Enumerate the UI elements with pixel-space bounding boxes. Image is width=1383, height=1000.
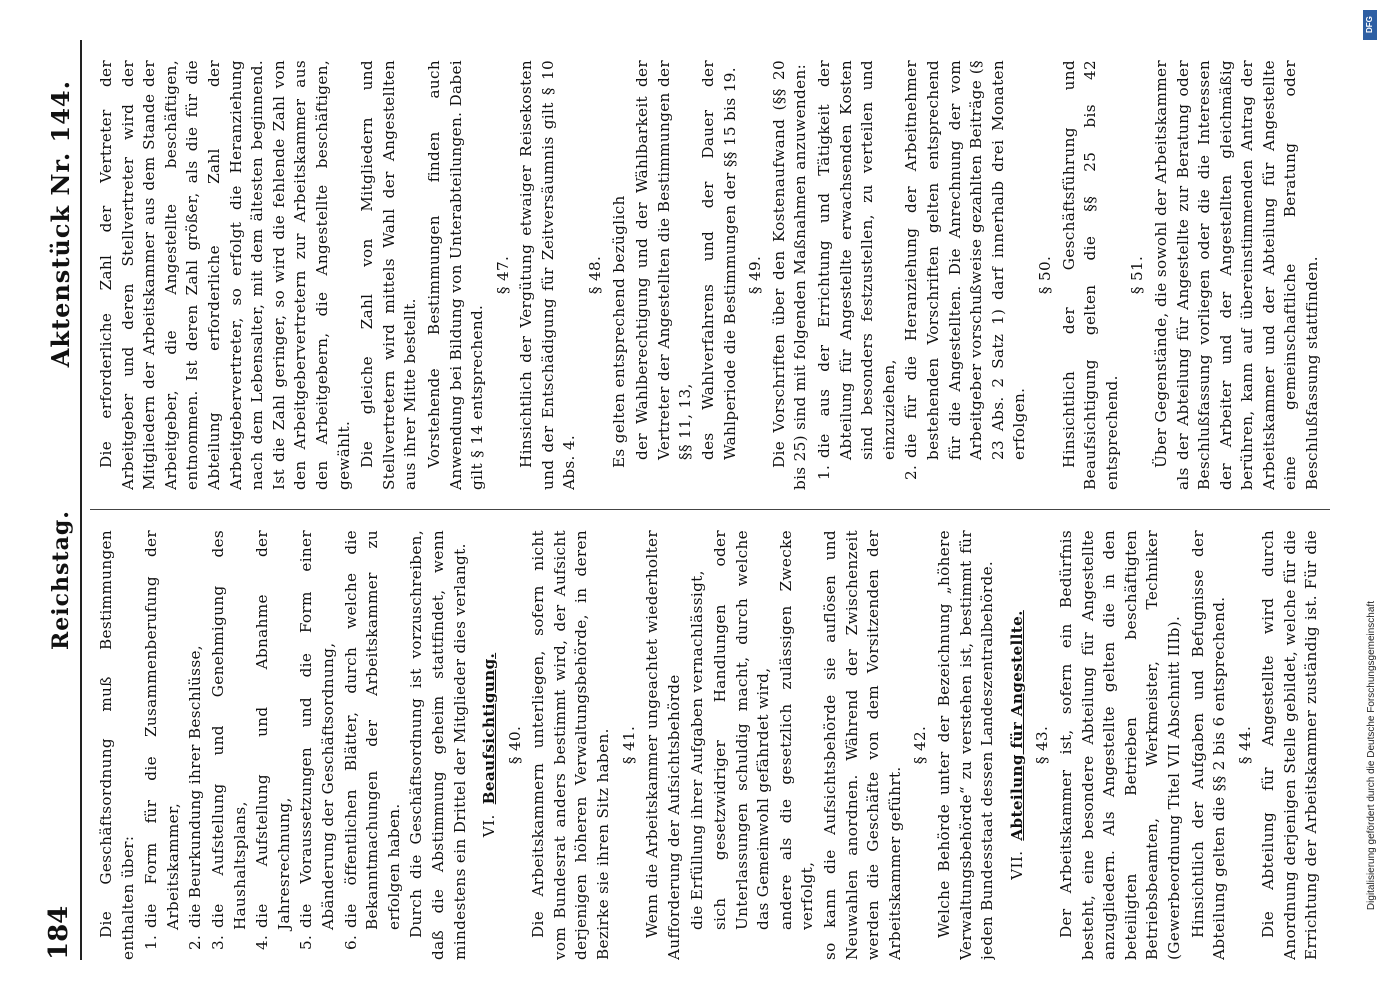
- left-column: [96, 530, 1326, 960]
- list-item: 3.die Aufstellung und Genehmigung des Haushaltsplans,: [208, 530, 249, 950]
- section-number: § 47.: [493, 255, 512, 295]
- list-item: 5.die Voraussetzungen und die Form einer Abänderung der Geschäftsordnung,: [297, 530, 337, 950]
- list-item: 4.die Aufstellung und Abnahme der Jahresrechnung,: [253, 530, 293, 950]
- section-number: § 43.: [1033, 725, 1052, 765]
- sub-clause: andere als die gesetzlich zulässigen Zwecke verfolgt,: [776, 530, 817, 930]
- sub-clause: sich gesetzwidriger Handlungen oder Unterlassungen schuldig macht, durch welche das Gemeinwohl gefährdet wird,: [711, 530, 773, 930]
- paragraph: Die Abteilung für Angestellte wird durch Anordnung derjenigen Stelle gebildet, welche für die Errichtung der Arbeitskammer zuständig ist. Für die: [1259, 530, 1321, 960]
- sub-clause: der Wahlberechtigung und der Wählbarkeit der Vertreter der Angestellten die Bestimmungen der §§ 11, 13,: [633, 60, 695, 460]
- page-header: [40, 40, 82, 960]
- paragraph: so kann die Aufsichtsbehörde sie auflösen und Neuwahlen anordnen. Während der Zwischenzeit werden die Geschäfte von dem Vorsitzenden der Arbeitskammer geführt.: [821, 530, 904, 960]
- paragraph: Hinsichtlich der Vergütung etwaiger Reisekosten und der Entschädigung für Zeitversäumnis gilt § 10 Abs. 4.: [517, 60, 579, 490]
- sub-clause: des Wahlverfahrens und der Dauer der Wahlperiode die Bestimmungen der §§ 15 bis 19.: [699, 60, 739, 460]
- paragraph: Über Gegenstände, die sowohl der Arbeitskammer als der Abteilung für Angestellte zur Beratung oder Beschlußfassung vorliegen oder die die Interessen der Arbeiter und der Angestellten gleichmäßig berühren, kann auf übereinstimmenden Antrag der Arbeitskammer und der Abteilung für Angestellte eine gemeinschaftliche Beratung oder Beschlußfassung stattfinden.: [1151, 60, 1322, 490]
- running-title: Reichstag.: [48, 510, 74, 650]
- list-item: 1.die aus der Errichtung und Tätigkeit der Abteilung für Angestellte erwachsenden Kosten sind besonders festzustellen, zu verteilen und einzuziehen,: [815, 60, 898, 480]
- list-item: 2.die Beurkundung ihrer Beschlüsse,: [186, 645, 205, 950]
- paragraph: Die Geschäftsordnung muß Bestimmungen enthalten über:: [97, 530, 137, 960]
- document-number: Aktenstück Nr. 144.: [46, 80, 75, 368]
- list-item: 1.die Form für die Zusammenberufung der Arbeitskammer,: [142, 530, 182, 950]
- paragraph: Der Arbeitskammer ist, sofern ein Bedürfnis besteht, eine besondere Abteilung für Angestellte anzugliedern. Als Angestellte gelten die in den beteiligten Betrieben beschäftigten Betriebsbeamten, Werkmeister, Techniker (Gewerbeordnung Titel VII Abschnitt IIIb).: [1056, 530, 1183, 960]
- dfg-logo: DFG: [1363, 10, 1377, 40]
- margin-credit: [1357, 10, 1377, 990]
- paragraph: Die Vorschriften über den Kostenaufwand (§§ 20 bis 25) sind mit folgenden Maßnahmen anzuwenden:: [769, 60, 810, 490]
- paragraph: Vorstehende Bestimmungen finden auch Anwendung bei Bildung von Unterabteilungen. Dabei gilt § 14 entsprechend.: [424, 60, 487, 490]
- list-item: 6.die öffentlichen Blätter, durch welche die Bekanntmachungen der Arbeitskammer zu erfolgen haben.: [341, 530, 403, 950]
- paragraph: Die erforderliche Zahl der Vertreter der Arbeitgeber und deren Stellvertreter wird der Mitgliedern der Arbeitskammer aus dem Stande der Arbeitgeber, die Angestellte beschäftigen, entnommen. Ist deren Zahl größer, als die für die Abteilung erforderliche Zahl der Arbeitgebervertreter, so erfolgt die Heranziehung nach dem Lebensalter, mit dem ältesten beginnend. Ist die Zahl geringer, so wird die fehlende Zahl von den Arbeitgebervertretern zur Arbeitskammer aus den Arbeitgebern, die Angestellte beschäftigen, gewählt.: [97, 60, 353, 490]
- paragraph: Wenn die Arbeitskammer ungeachtet wiederholter Aufforderung der Aufsichtsbehörde: [643, 530, 683, 960]
- section-number: § 48.: [586, 255, 605, 295]
- section-number: § 50.: [1035, 255, 1054, 295]
- section-number: § 42.: [911, 725, 930, 765]
- section-number: § 44.: [1235, 725, 1254, 765]
- document-page: [40, 40, 1340, 960]
- paragraph: Die gleiche Zahl von Mitgliedern und Stellvertretern wird mittels Wahl der Angestellten aus ihrer Mitte bestellt.: [358, 60, 420, 490]
- paragraph: Hinsichtlich der Aufgaben und Befugnisse der Abteilung gelten die §§ 2 bis 6 entsprechend.: [1188, 530, 1229, 960]
- paragraph: Es gelten entsprechend bezüglich: [609, 195, 628, 468]
- page-number: 184: [44, 905, 74, 960]
- chapter-heading: VI.Beaufsichtigung.: [480, 652, 499, 838]
- credit-text: Digitalisierung gefördert durch die Deutsche Forschungsgemeinschaft: [1366, 600, 1377, 910]
- section-number: § 41.: [619, 725, 638, 765]
- section-number: § 51.: [1128, 255, 1147, 295]
- section-number: § 49.: [746, 255, 765, 295]
- right-column: [96, 60, 1326, 490]
- column-divider: [90, 509, 1330, 510]
- sub-clause: die Erfüllung ihrer Aufgaben vernachlässigt,: [688, 570, 707, 930]
- items-list: [141, 530, 405, 960]
- list-item: 2.die für die Heranziehung der Arbeitnehmer bestehenden Vorschriften gelten entsprechend für die Angestellten. Die Anrechnung der vom Arbeitgeber vorschußweise gezahlten Beiträge (§ 23 Abs. 2 Satz 1) darf innerhalb drei Monaten erfolgen.: [902, 60, 1029, 480]
- paragraph: Welche Behörde unter der Bezeichnung „höhere Verwaltungsbehörde“ zu verstehen ist, bestimmt für jeden Bundesstaat dessen Landeszentralbehörde.: [934, 530, 997, 960]
- section-number: § 40.: [505, 725, 524, 765]
- paragraph: Die Arbeitskammern unterliegen, sofern nicht vom Bundesrat anders bestimmt wird, der Aufsicht derjenigen höheren Verwaltungsbehörde, in deren Bezirke sie ihren Sitz haben.: [529, 530, 613, 960]
- paragraph: Hinsichtlich der Geschäftsführung und Beaufsichtigung gelten die §§ 25 bis 42 entsprechend.: [1059, 60, 1121, 490]
- paragraph: Durch die Geschäftsordnung ist vorzuschreiben, daß die Abstimmung geheim stattfindet, wenn mindestens ein Drittel der Mitglieder dies verlangt.: [407, 530, 469, 960]
- chapter-heading: VII.Abteilung für Angestellte.: [1007, 610, 1026, 880]
